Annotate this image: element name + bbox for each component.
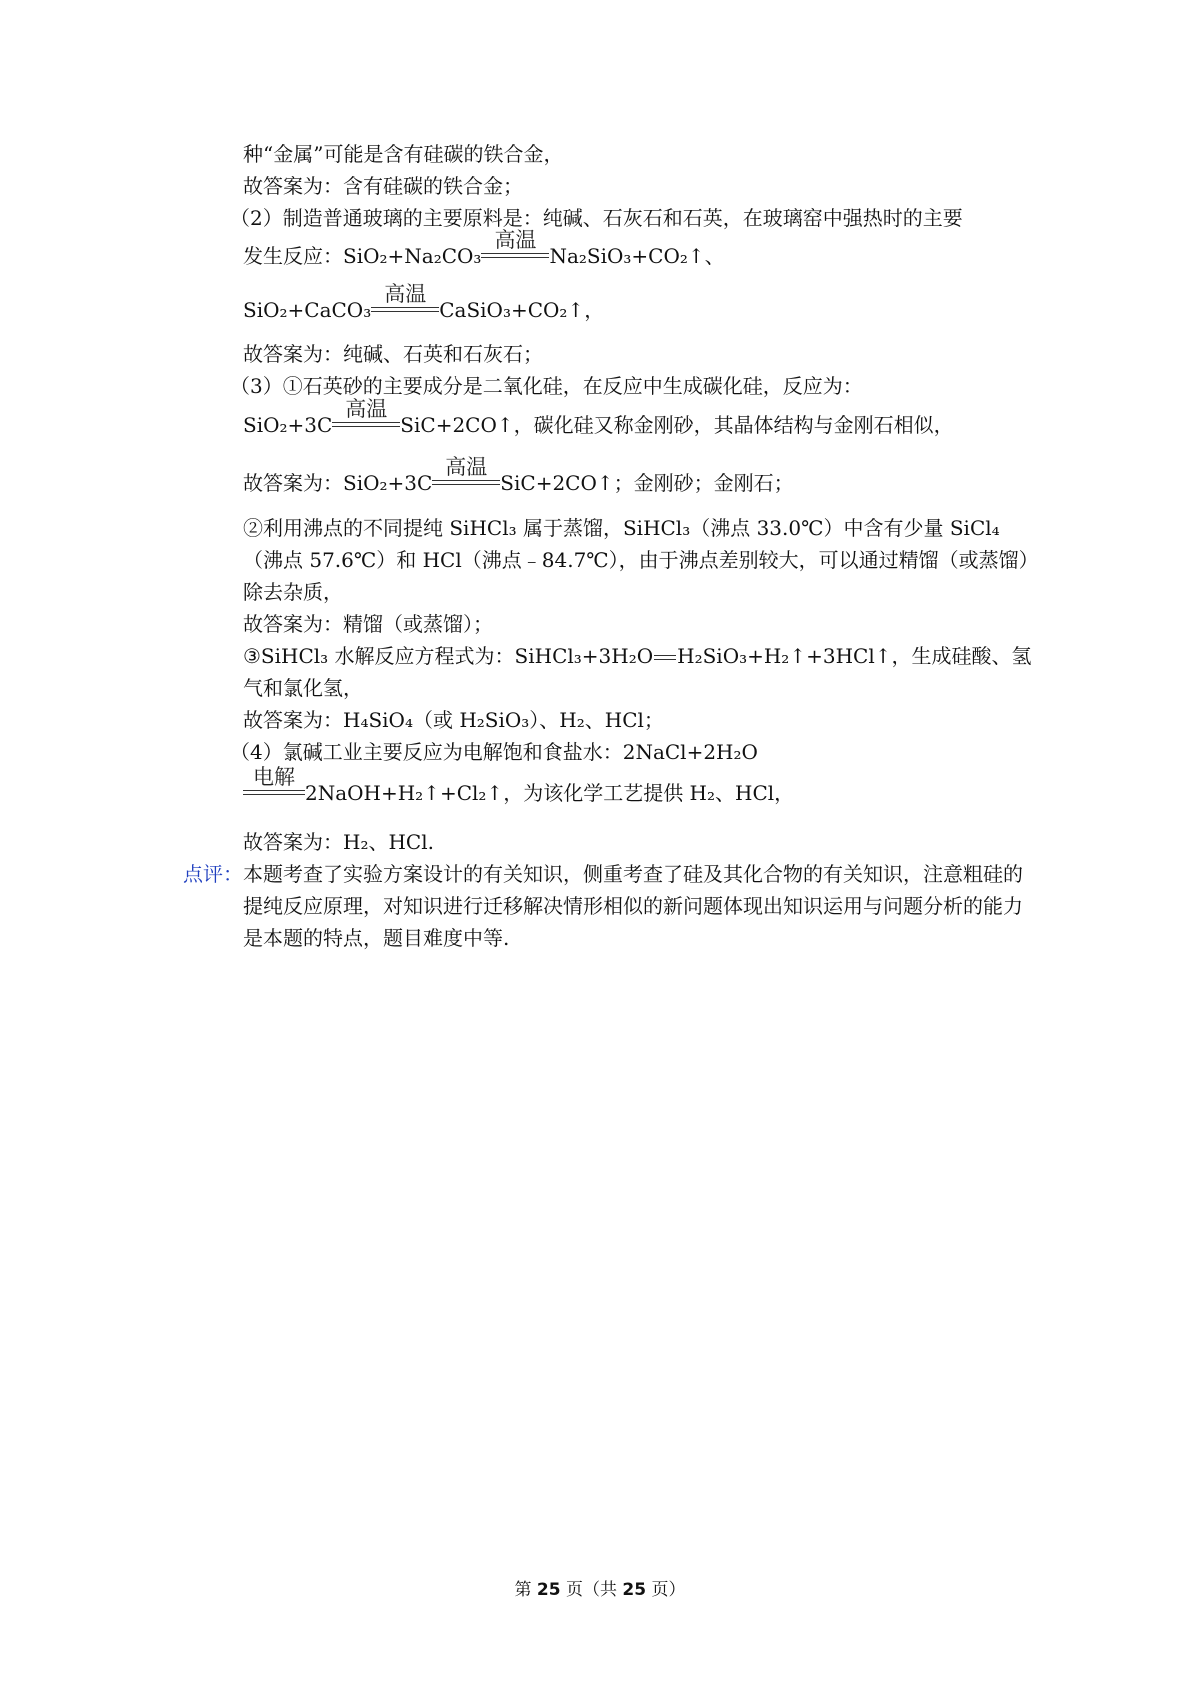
equation-line — [243, 282, 605, 326]
total-pages: 25 — [622, 1580, 647, 1600]
equation-left: SiO₂+3C — [343, 471, 433, 495]
review-text: 本题考查了实验方案设计的有关知识，侧重考查了硅及其化合物的有关知识，注意粗硅的提纯反应原理，对知识进行迁移解决情形相似的新问题体现出知识运用与问题分析的能力是本题的特点，题目难度中等. — [243, 862, 1023, 950]
condition-label: 高温 — [494, 228, 537, 252]
equation-right: CaSiO₃+CO₂↑ — [439, 298, 585, 322]
text-suffix: ；金刚砂；金刚石； — [613, 471, 794, 495]
equation-right: 2NaOH+H₂↑+Cl₂↑ — [305, 781, 504, 805]
answer-line: 故答案为：纯碱、石英和石灰石； — [243, 342, 543, 366]
equals-arrow — [371, 307, 439, 312]
condition-label: 高温 — [345, 397, 388, 421]
reaction-condition — [371, 282, 439, 317]
text-line: 种“金属”可能是含有硅碳的铁合金， — [243, 142, 564, 166]
equation-left: SiO₂+CaCO₃ — [243, 298, 372, 322]
equation-left: SiO₂+3C — [243, 413, 333, 437]
equals-arrow — [481, 253, 549, 258]
answer-line: 故答案为：H₄SiO₄（或 H₂SiO₃）、H₂、HCl； — [243, 708, 664, 732]
equals-arrow — [243, 790, 305, 795]
equals-sign — [654, 655, 676, 660]
equation-right: Na₂SiO₃+CO₂↑ — [549, 244, 705, 268]
text-suffix: ，碳化硅又称金刚砂，其晶体结构与金刚石相似， — [513, 413, 954, 437]
equation-line — [243, 228, 725, 272]
text-prefix: 故答案为： — [243, 471, 343, 495]
equation-line — [243, 397, 954, 441]
reaction-condition — [243, 765, 305, 800]
condition-label: 高温 — [384, 282, 427, 306]
reaction-condition — [332, 397, 400, 432]
punctuation: 、 — [704, 244, 725, 268]
text-prefix: ③SiHCl₃ 水解反应方程式为： — [243, 644, 515, 668]
text-suffix: ，生成硅酸、氢气和氯化氢， — [243, 644, 1032, 700]
equation-right: SiC+2CO↑ — [500, 471, 614, 495]
text-line: （4）氯碱工业主要反应为电解饱和食盐水：2NaCl+2H₂O — [230, 740, 758, 764]
answer-line: 故答案为：含有硅碳的铁合金； — [243, 174, 523, 198]
footer-suffix: 页） — [646, 1580, 686, 1600]
footer-middle: 页（共 — [560, 1580, 623, 1600]
equals-arrow — [332, 422, 400, 427]
equation-line — [243, 765, 795, 809]
page-footer — [0, 1578, 1200, 1602]
equation-right: H₂SiO₃+H₂↑+3HCl↑ — [677, 644, 892, 668]
equals-arrow — [432, 480, 500, 485]
equation-left: SiHCl₃+3H₂O — [514, 644, 654, 668]
reaction-condition — [432, 455, 500, 490]
condition-label: 电解 — [253, 765, 295, 789]
condition-label: 高温 — [445, 455, 488, 479]
punctuation: ， — [584, 298, 605, 322]
equation-left: SiO₂+Na₂CO₃ — [343, 244, 482, 268]
reaction-condition — [481, 228, 549, 263]
text-line: （3）①石英砂的主要成分是二氧化硅，在反应中生成碳化硅，反应为： — [230, 374, 863, 398]
text-paragraph: ②利用沸点的不同提纯 SiHCl₃ 属于蒸馏，SiHCl₃（沸点 33.0℃）中含有少量 SiCl₄（沸点 57.6℃）和 HCl（沸点﹣84.7℃），由于沸点差别较大，可以通过精馏（或蒸馏）除去杂质， — [243, 516, 1029, 604]
text-suffix: ，为该化学工艺提供 H₂、HCl， — [503, 781, 795, 805]
text-prefix: 发生反应： — [243, 244, 343, 268]
answer-line: 故答案为：精馏（或蒸馏）； — [243, 612, 493, 636]
review-label: 点评： — [183, 862, 243, 886]
page-number: 25 — [536, 1580, 561, 1600]
answer-line: 故答案为：H₂、HCl. — [243, 830, 434, 854]
answer-line — [243, 455, 794, 499]
footer-prefix: 第 — [514, 1580, 537, 1600]
text-paragraph — [243, 640, 1033, 704]
equation-right: SiC+2CO↑ — [400, 413, 514, 437]
text-line: （2）制造普通玻璃的主要原料是：纯碱、石灰石和石英，在玻璃窑中强热时的主要 — [230, 206, 963, 230]
